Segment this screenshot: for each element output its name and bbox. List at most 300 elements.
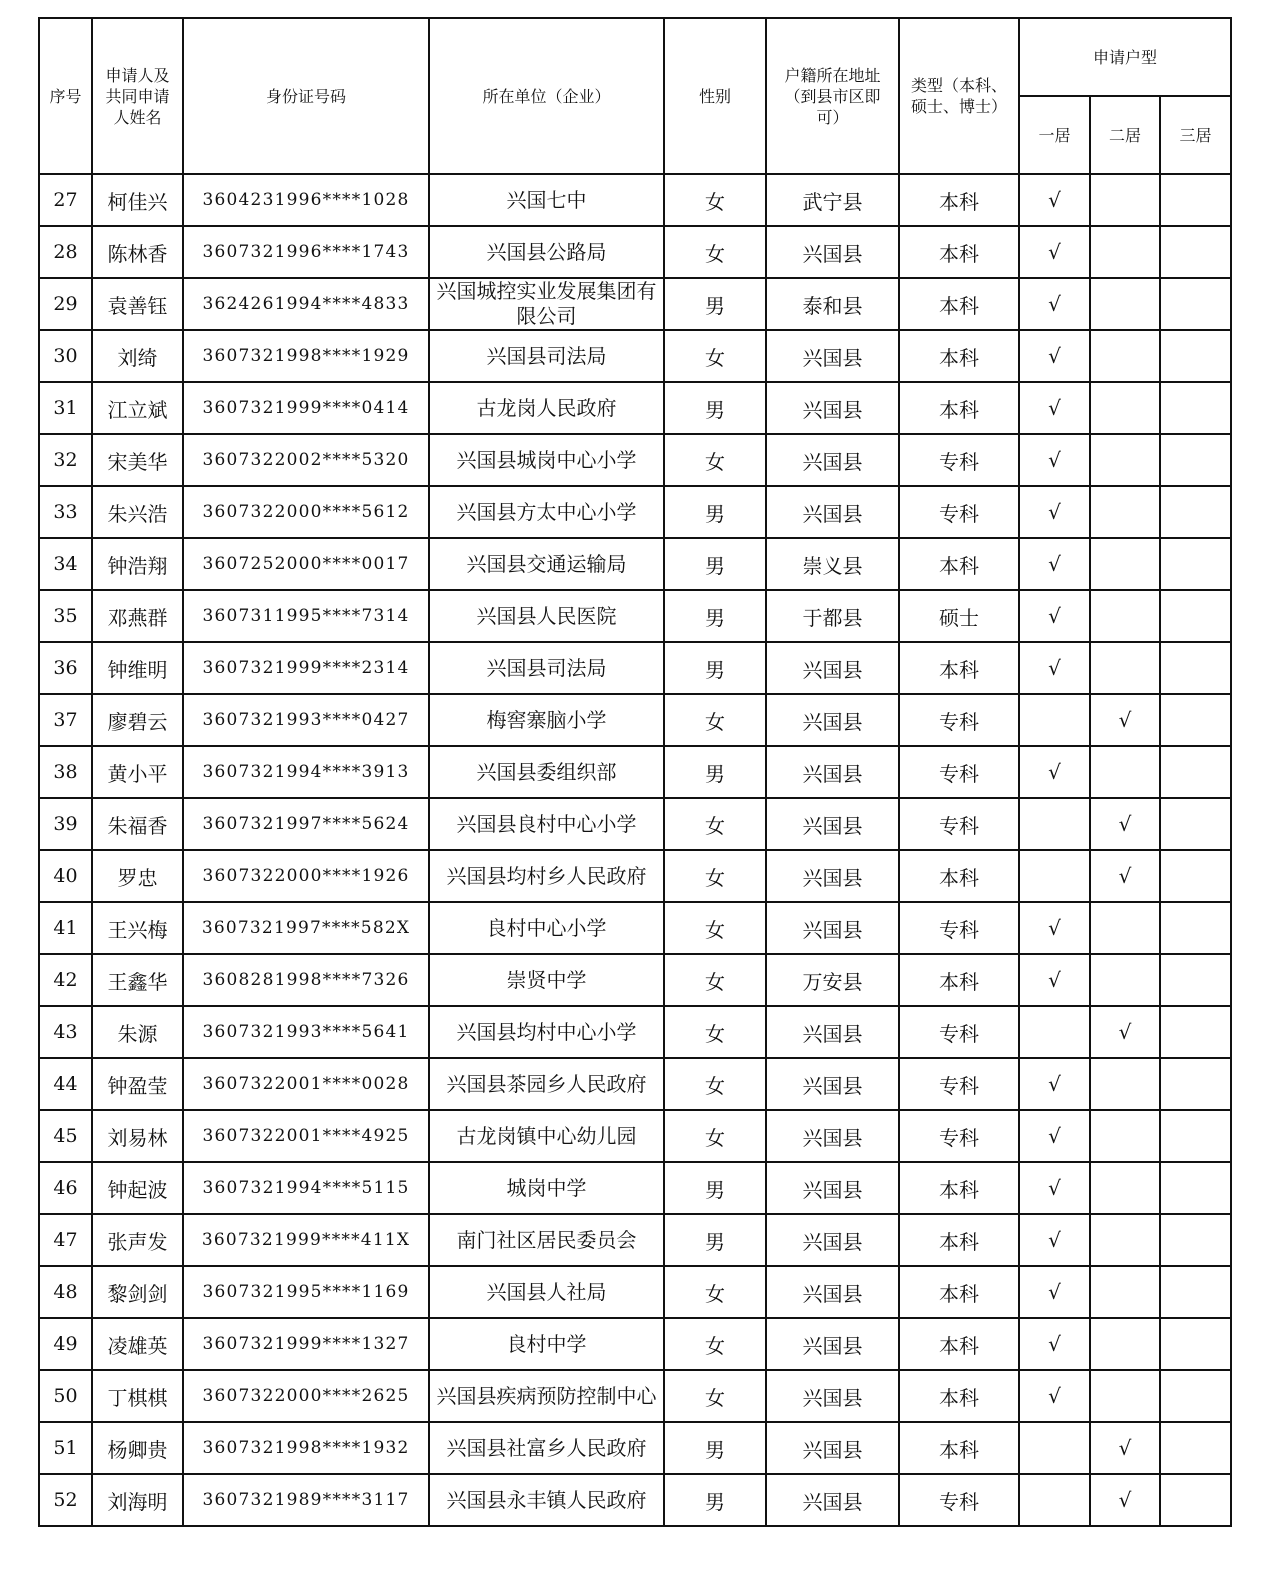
cell-seq: 42	[39, 954, 92, 1006]
cell-degree-type: 本科	[899, 382, 1019, 434]
applicant-table-wrapper	[38, 17, 1232, 1527]
cell-two-room	[1090, 1318, 1160, 1370]
cell-degree-type: 专科	[899, 486, 1019, 538]
cell-two-room	[1090, 174, 1160, 226]
table-row	[39, 1006, 1231, 1058]
cell-three-room	[1160, 798, 1231, 850]
table-row	[39, 850, 1231, 902]
cell-gender: 女	[664, 1370, 766, 1422]
cell-degree-type: 本科	[899, 1422, 1019, 1474]
cell-three-room	[1160, 642, 1231, 694]
cell-two-room	[1090, 1058, 1160, 1110]
cell-hukou: 兴国县	[766, 1006, 899, 1058]
cell-gender: 女	[664, 902, 766, 954]
table-row	[39, 330, 1231, 382]
cell-hukou: 兴国县	[766, 1058, 899, 1110]
cell-degree-type: 本科	[899, 642, 1019, 694]
cell-three-room	[1160, 1006, 1231, 1058]
cell-gender: 男	[664, 1474, 766, 1526]
cell-degree-type: 专科	[899, 746, 1019, 798]
cell-one-room: √	[1019, 746, 1090, 798]
cell-id-number: 3624261994****4833	[183, 278, 429, 330]
cell-one-room: √	[1019, 330, 1090, 382]
cell-two-room	[1090, 746, 1160, 798]
cell-hukou: 兴国县	[766, 798, 899, 850]
cell-id-number: 3607321998****1932	[183, 1422, 429, 1474]
cell-degree-type: 本科	[899, 1318, 1019, 1370]
table-row	[39, 746, 1231, 798]
cell-seq: 29	[39, 278, 92, 330]
cell-name: 朱源	[92, 1006, 183, 1058]
cell-name: 柯佳兴	[92, 174, 183, 226]
cell-one-room: √	[1019, 1318, 1090, 1370]
table-row	[39, 382, 1231, 434]
cell-one-room: √	[1019, 1110, 1090, 1162]
cell-one-room: √	[1019, 486, 1090, 538]
cell-one-room	[1019, 850, 1090, 902]
cell-three-room	[1160, 1214, 1231, 1266]
table-row	[39, 1422, 1231, 1474]
cell-gender: 男	[664, 1162, 766, 1214]
cell-hukou: 兴国县	[766, 1318, 899, 1370]
applicant-table	[38, 17, 1232, 1527]
cell-seq: 47	[39, 1214, 92, 1266]
cell-seq: 44	[39, 1058, 92, 1110]
cell-two-room: √	[1090, 1474, 1160, 1526]
cell-three-room	[1160, 382, 1231, 434]
cell-id-number: 3607321999****0414	[183, 382, 429, 434]
cell-unit: 兴国县城岗中心小学	[429, 434, 664, 486]
cell-name: 袁善钰	[92, 278, 183, 330]
table-row	[39, 278, 1231, 330]
cell-unit: 兴国城控实业发展集团有限公司	[429, 278, 664, 330]
cell-name: 张声发	[92, 1214, 183, 1266]
cell-three-room	[1160, 954, 1231, 1006]
cell-unit: 兴国县均村中心小学	[429, 1006, 664, 1058]
cell-unit: 兴国县永丰镇人民政府	[429, 1474, 664, 1526]
cell-seq: 33	[39, 486, 92, 538]
cell-seq: 50	[39, 1370, 92, 1422]
table-row	[39, 486, 1231, 538]
cell-three-room	[1160, 1422, 1231, 1474]
cell-two-room	[1090, 486, 1160, 538]
cell-gender: 男	[664, 382, 766, 434]
table-row	[39, 538, 1231, 590]
cell-unit: 兴国县良村中心小学	[429, 798, 664, 850]
cell-seq: 38	[39, 746, 92, 798]
cell-three-room	[1160, 1474, 1231, 1526]
cell-one-room: √	[1019, 1162, 1090, 1214]
cell-name: 刘海明	[92, 1474, 183, 1526]
cell-seq: 48	[39, 1266, 92, 1318]
table-header	[39, 18, 1231, 174]
cell-three-room	[1160, 850, 1231, 902]
cell-id-number: 3607321998****1929	[183, 330, 429, 382]
cell-two-room	[1090, 642, 1160, 694]
cell-name: 钟盈莹	[92, 1058, 183, 1110]
cell-hukou: 兴国县	[766, 1266, 899, 1318]
cell-gender: 女	[664, 798, 766, 850]
table-row	[39, 1110, 1231, 1162]
cell-name: 刘易林	[92, 1110, 183, 1162]
cell-hukou: 于都县	[766, 590, 899, 642]
cell-gender: 女	[664, 954, 766, 1006]
cell-seq: 40	[39, 850, 92, 902]
cell-degree-type: 专科	[899, 1474, 1019, 1526]
cell-gender: 女	[664, 226, 766, 278]
cell-hukou: 兴国县	[766, 902, 899, 954]
cell-hukou: 泰和县	[766, 278, 899, 330]
cell-unit: 兴国县人民医院	[429, 590, 664, 642]
cell-name: 江立斌	[92, 382, 183, 434]
cell-id-number: 3607321989****3117	[183, 1474, 429, 1526]
cell-degree-type: 本科	[899, 954, 1019, 1006]
cell-two-room	[1090, 1266, 1160, 1318]
cell-unit: 南门社区居民委员会	[429, 1214, 664, 1266]
cell-hukou: 兴国县	[766, 226, 899, 278]
header-hukou	[766, 18, 899, 174]
cell-gender: 男	[664, 538, 766, 590]
table-body	[39, 174, 1231, 1526]
cell-seq: 39	[39, 798, 92, 850]
cell-three-room	[1160, 1266, 1231, 1318]
cell-gender: 女	[664, 1058, 766, 1110]
header-three-room: 三居	[1160, 96, 1231, 174]
header-one-room: 一居	[1019, 96, 1090, 174]
cell-two-room	[1090, 954, 1160, 1006]
cell-name: 王鑫华	[92, 954, 183, 1006]
header-id: 身份证号码	[183, 18, 429, 174]
cell-one-room	[1019, 1422, 1090, 1474]
cell-three-room	[1160, 1162, 1231, 1214]
table-row	[39, 1058, 1231, 1110]
cell-name: 凌雄英	[92, 1318, 183, 1370]
cell-unit: 良村中学	[429, 1318, 664, 1370]
cell-hukou: 兴国县	[766, 1422, 899, 1474]
cell-seq: 36	[39, 642, 92, 694]
cell-gender: 女	[664, 330, 766, 382]
cell-two-room	[1090, 1214, 1160, 1266]
table-row	[39, 694, 1231, 746]
cell-two-room: √	[1090, 798, 1160, 850]
cell-seq: 34	[39, 538, 92, 590]
cell-one-room	[1019, 1474, 1090, 1526]
cell-seq: 43	[39, 1006, 92, 1058]
cell-name: 王兴梅	[92, 902, 183, 954]
cell-one-room: √	[1019, 538, 1090, 590]
cell-unit: 崇贤中学	[429, 954, 664, 1006]
cell-seq: 46	[39, 1162, 92, 1214]
cell-two-room	[1090, 1110, 1160, 1162]
cell-hukou: 兴国县	[766, 382, 899, 434]
table-row	[39, 1162, 1231, 1214]
table-row	[39, 1214, 1231, 1266]
cell-one-room	[1019, 1006, 1090, 1058]
header-seq: 序号	[39, 18, 92, 174]
cell-name: 朱福香	[92, 798, 183, 850]
cell-name: 宋美华	[92, 434, 183, 486]
cell-degree-type: 本科	[899, 538, 1019, 590]
cell-unit: 兴国县人社局	[429, 1266, 664, 1318]
header-two-room: 二居	[1090, 96, 1160, 174]
cell-gender: 男	[664, 642, 766, 694]
cell-degree-type: 专科	[899, 1006, 1019, 1058]
cell-hukou: 兴国县	[766, 330, 899, 382]
cell-unit: 兴国县疾病预防控制中心	[429, 1370, 664, 1422]
table-row	[39, 902, 1231, 954]
cell-unit: 古龙岗镇中心幼儿园	[429, 1110, 664, 1162]
cell-three-room	[1160, 746, 1231, 798]
cell-name: 杨卿贵	[92, 1422, 183, 1474]
cell-degree-type: 本科	[899, 174, 1019, 226]
cell-three-room	[1160, 590, 1231, 642]
cell-one-room: √	[1019, 954, 1090, 1006]
cell-three-room	[1160, 278, 1231, 330]
table-row	[39, 1474, 1231, 1526]
cell-three-room	[1160, 1370, 1231, 1422]
cell-id-number: 3607321997****582X	[183, 902, 429, 954]
header-type-text: 类型（本科、硕士、博士）	[910, 76, 1007, 116]
cell-degree-type: 专科	[899, 434, 1019, 486]
cell-one-room: √	[1019, 902, 1090, 954]
cell-unit: 兴国七中	[429, 174, 664, 226]
cell-one-room: √	[1019, 1370, 1090, 1422]
cell-name: 刘绮	[92, 330, 183, 382]
cell-id-number: 3607321999****1327	[183, 1318, 429, 1370]
cell-gender: 女	[664, 174, 766, 226]
cell-gender: 男	[664, 486, 766, 538]
cell-id-number: 3607321997****5624	[183, 798, 429, 850]
cell-three-room	[1160, 174, 1231, 226]
table-row	[39, 798, 1231, 850]
cell-unit: 古龙岗人民政府	[429, 382, 664, 434]
cell-hukou: 兴国县	[766, 1110, 899, 1162]
cell-id-number: 3604231996****1028	[183, 174, 429, 226]
cell-seq: 30	[39, 330, 92, 382]
cell-id-number: 3607321994****5115	[183, 1162, 429, 1214]
header-name	[92, 18, 183, 174]
cell-gender: 男	[664, 1422, 766, 1474]
cell-id-number: 3607322001****4925	[183, 1110, 429, 1162]
cell-gender: 女	[664, 1318, 766, 1370]
table-row	[39, 1266, 1231, 1318]
cell-id-number: 3608281998****7326	[183, 954, 429, 1006]
cell-degree-type: 本科	[899, 278, 1019, 330]
cell-id-number: 3607311995****7314	[183, 590, 429, 642]
cell-hukou: 兴国县	[766, 486, 899, 538]
cell-one-room: √	[1019, 1266, 1090, 1318]
cell-unit: 兴国县均村乡人民政府	[429, 850, 664, 902]
cell-one-room: √	[1019, 434, 1090, 486]
cell-id-number: 3607321999****411X	[183, 1214, 429, 1266]
cell-unit: 兴国县公路局	[429, 226, 664, 278]
table-row	[39, 1318, 1231, 1370]
cell-one-room: √	[1019, 1058, 1090, 1110]
cell-seq: 37	[39, 694, 92, 746]
cell-degree-type: 本科	[899, 1266, 1019, 1318]
cell-seq: 31	[39, 382, 92, 434]
cell-name: 丁棋棋	[92, 1370, 183, 1422]
cell-two-room	[1090, 1370, 1160, 1422]
cell-name: 钟浩翔	[92, 538, 183, 590]
table-row	[39, 954, 1231, 1006]
cell-seq: 28	[39, 226, 92, 278]
cell-id-number: 3607321995****1169	[183, 1266, 429, 1318]
header-apply-type: 申请户型	[1019, 18, 1231, 96]
cell-unit: 兴国县茶园乡人民政府	[429, 1058, 664, 1110]
cell-two-room: √	[1090, 694, 1160, 746]
cell-hukou: 兴国县	[766, 1162, 899, 1214]
cell-unit: 兴国县交通运输局	[429, 538, 664, 590]
cell-name: 钟维明	[92, 642, 183, 694]
cell-unit: 兴国县方太中心小学	[429, 486, 664, 538]
cell-gender: 女	[664, 1006, 766, 1058]
cell-degree-type: 本科	[899, 226, 1019, 278]
cell-name: 罗忠	[92, 850, 183, 902]
cell-two-room	[1090, 278, 1160, 330]
cell-three-room	[1160, 330, 1231, 382]
cell-one-room: √	[1019, 1214, 1090, 1266]
cell-three-room	[1160, 1058, 1231, 1110]
cell-id-number: 3607322000****2625	[183, 1370, 429, 1422]
cell-one-room: √	[1019, 278, 1090, 330]
cell-name: 黄小平	[92, 746, 183, 798]
cell-one-room	[1019, 798, 1090, 850]
cell-two-room: √	[1090, 1422, 1160, 1474]
cell-hukou: 兴国县	[766, 694, 899, 746]
cell-name: 钟起波	[92, 1162, 183, 1214]
cell-name: 朱兴浩	[92, 486, 183, 538]
cell-hukou: 万安县	[766, 954, 899, 1006]
cell-seq: 45	[39, 1110, 92, 1162]
cell-degree-type: 专科	[899, 902, 1019, 954]
cell-gender: 女	[664, 434, 766, 486]
cell-gender: 女	[664, 1110, 766, 1162]
cell-two-room	[1090, 330, 1160, 382]
cell-name: 邓燕群	[92, 590, 183, 642]
cell-gender: 男	[664, 746, 766, 798]
cell-id-number: 3607252000****0017	[183, 538, 429, 590]
cell-unit: 兴国县司法局	[429, 330, 664, 382]
cell-id-number: 3607322002****5320	[183, 434, 429, 486]
cell-gender: 女	[664, 694, 766, 746]
header-gender: 性别	[664, 18, 766, 174]
table-row	[39, 226, 1231, 278]
cell-gender: 女	[664, 1266, 766, 1318]
cell-seq: 32	[39, 434, 92, 486]
cell-three-room	[1160, 902, 1231, 954]
cell-hukou: 兴国县	[766, 642, 899, 694]
cell-degree-type: 专科	[899, 798, 1019, 850]
cell-hukou: 兴国县	[766, 746, 899, 798]
cell-three-room	[1160, 434, 1231, 486]
header-name-text: 申请人及共同申请人姓名	[105, 65, 170, 127]
cell-seq: 49	[39, 1318, 92, 1370]
cell-one-room: √	[1019, 382, 1090, 434]
cell-name: 黎剑剑	[92, 1266, 183, 1318]
cell-one-room: √	[1019, 226, 1090, 278]
cell-id-number: 3607322001****0028	[183, 1058, 429, 1110]
cell-hukou: 崇义县	[766, 538, 899, 590]
cell-two-room	[1090, 226, 1160, 278]
cell-one-room: √	[1019, 642, 1090, 694]
cell-hukou: 武宁县	[766, 174, 899, 226]
cell-unit: 兴国县司法局	[429, 642, 664, 694]
cell-three-room	[1160, 538, 1231, 590]
cell-id-number: 3607321993****0427	[183, 694, 429, 746]
cell-degree-type: 硕士	[899, 590, 1019, 642]
cell-one-room	[1019, 694, 1090, 746]
cell-two-room	[1090, 382, 1160, 434]
cell-id-number: 3607322000****5612	[183, 486, 429, 538]
cell-two-room	[1090, 434, 1160, 486]
cell-degree-type: 专科	[899, 1110, 1019, 1162]
header-unit: 所在单位（企业）	[429, 18, 664, 174]
header-hukou-text: 户籍所在地址（到县市区即可）	[784, 65, 881, 127]
cell-three-room	[1160, 694, 1231, 746]
cell-unit: 梅窖寨脑小学	[429, 694, 664, 746]
cell-three-room	[1160, 486, 1231, 538]
cell-name: 廖碧云	[92, 694, 183, 746]
cell-name: 陈林香	[92, 226, 183, 278]
cell-one-room: √	[1019, 174, 1090, 226]
cell-id-number: 3607322000****1926	[183, 850, 429, 902]
cell-degree-type: 本科	[899, 330, 1019, 382]
cell-degree-type: 本科	[899, 850, 1019, 902]
cell-unit: 兴国县委组织部	[429, 746, 664, 798]
cell-hukou: 兴国县	[766, 1214, 899, 1266]
table-row	[39, 1370, 1231, 1422]
cell-three-room	[1160, 1110, 1231, 1162]
cell-unit: 兴国县社富乡人民政府	[429, 1422, 664, 1474]
cell-two-room: √	[1090, 1006, 1160, 1058]
cell-gender: 女	[664, 850, 766, 902]
cell-seq: 35	[39, 590, 92, 642]
cell-seq: 52	[39, 1474, 92, 1526]
cell-one-room: √	[1019, 590, 1090, 642]
cell-two-room: √	[1090, 850, 1160, 902]
cell-degree-type: 本科	[899, 1214, 1019, 1266]
cell-id-number: 3607321993****5641	[183, 1006, 429, 1058]
table-row	[39, 434, 1231, 486]
cell-gender: 男	[664, 278, 766, 330]
cell-two-room	[1090, 590, 1160, 642]
cell-two-room	[1090, 902, 1160, 954]
cell-hukou: 兴国县	[766, 1370, 899, 1422]
cell-id-number: 3607321994****3913	[183, 746, 429, 798]
cell-degree-type: 本科	[899, 1162, 1019, 1214]
cell-gender: 男	[664, 1214, 766, 1266]
cell-unit: 城岗中学	[429, 1162, 664, 1214]
cell-degree-type: 本科	[899, 1370, 1019, 1422]
cell-id-number: 3607321999****2314	[183, 642, 429, 694]
cell-degree-type: 专科	[899, 694, 1019, 746]
table-row	[39, 642, 1231, 694]
cell-unit: 良村中心小学	[429, 902, 664, 954]
cell-gender: 男	[664, 590, 766, 642]
cell-three-room	[1160, 1318, 1231, 1370]
cell-seq: 51	[39, 1422, 92, 1474]
cell-hukou: 兴国县	[766, 434, 899, 486]
cell-three-room	[1160, 226, 1231, 278]
table-row	[39, 174, 1231, 226]
cell-id-number: 3607321996****1743	[183, 226, 429, 278]
cell-seq: 41	[39, 902, 92, 954]
cell-hukou: 兴国县	[766, 1474, 899, 1526]
cell-two-room	[1090, 538, 1160, 590]
cell-hukou: 兴国县	[766, 850, 899, 902]
cell-two-room	[1090, 1162, 1160, 1214]
